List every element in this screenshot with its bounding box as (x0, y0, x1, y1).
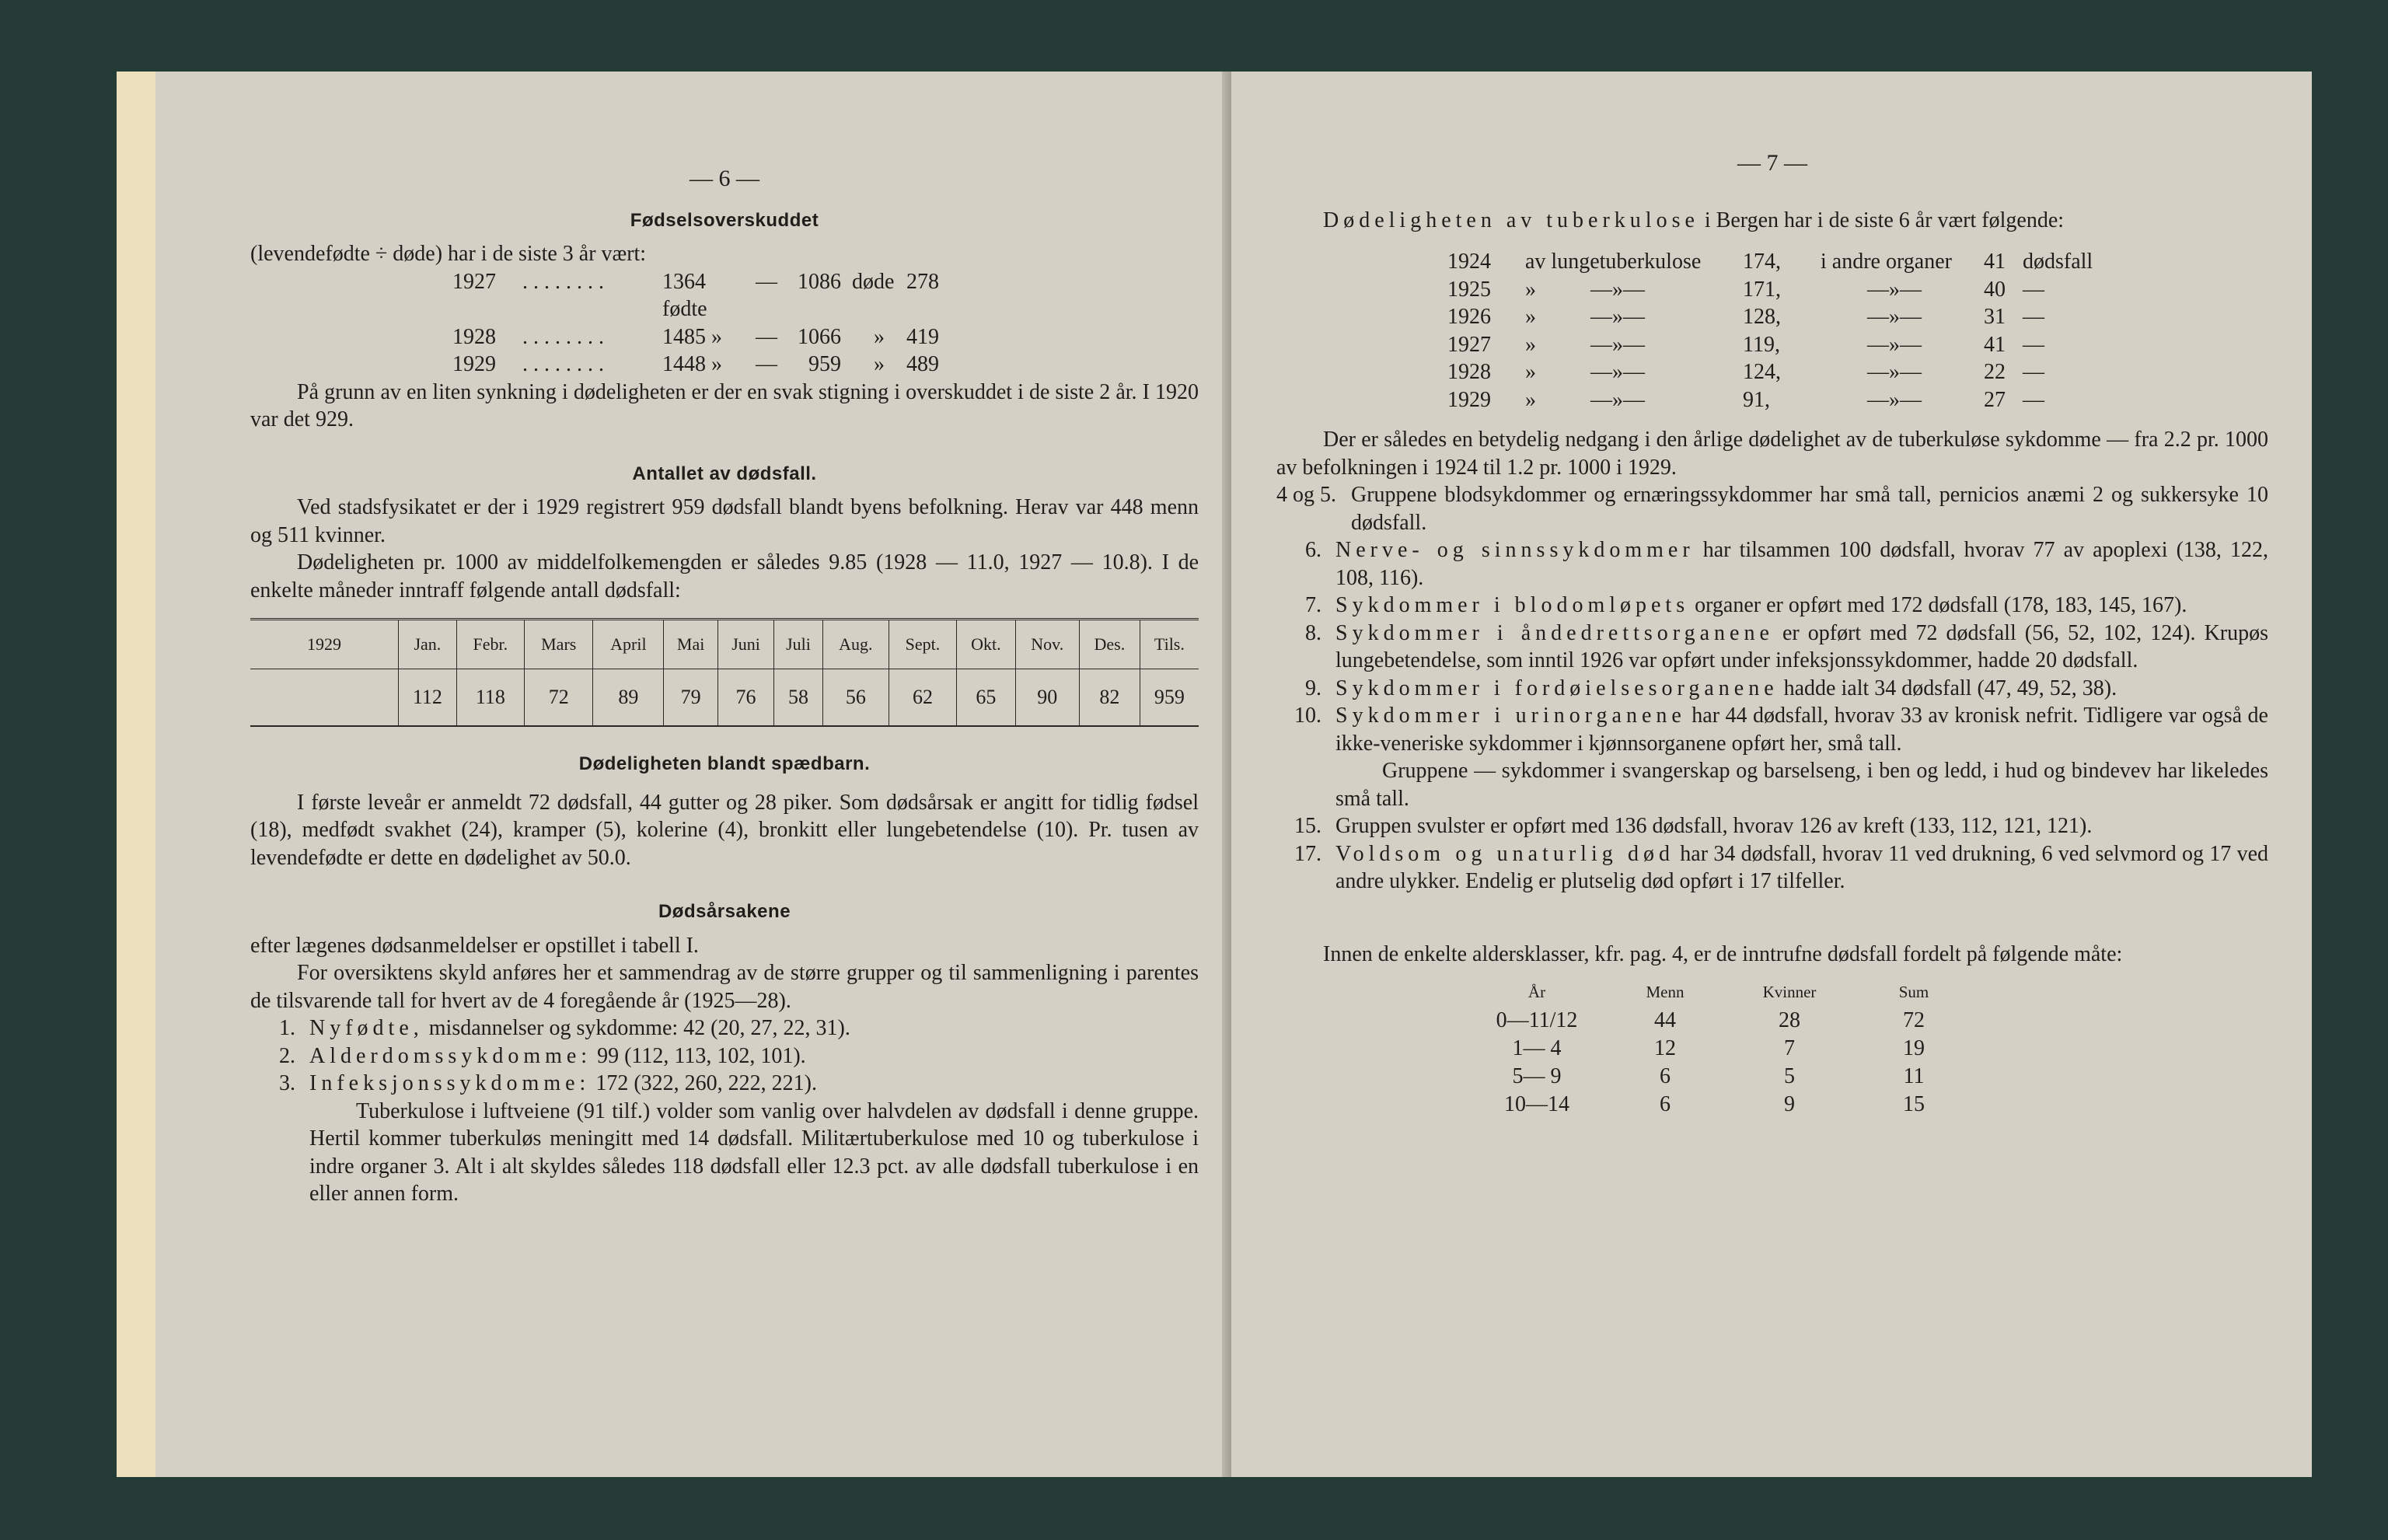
table-header-cell: Nov. (1015, 620, 1079, 669)
page-number-left: — 6 — (690, 166, 759, 191)
tb-row: 1928 » —»— 124, —»— 22 — (1447, 360, 2044, 384)
antall-paragraph-2: Dødeligheten pr. 1000 av middelfolkemengden er således 9.85 (1928 — 11.0, 1927 — 10.8). I de enkelte måneder inntraff følgende antall dødsfall: (250, 550, 1199, 602)
table-header-cell: Sum (1898, 983, 1929, 1001)
list-item: 1. Nyfødte, misdannelser og sykdomme: 42 (20, 27, 22, 31). (279, 1016, 850, 1040)
table-cell: 62 (889, 669, 956, 727)
list-item: 6. Nerve- og sinnssykdommer har tilsammen 100 dødsfall, hvorav 77 av apoplexi (138, 122, 108, 116). (1305, 538, 2268, 590)
table-cell: 1— 4 (1512, 1035, 1562, 1060)
table-header-cell: Febr. (456, 620, 524, 669)
list-item: 4 og 5. Gruppene blodsykdommer og ernæringssykdommer har små tall, pernicios anæmi 2 og sukkersyke 10 dødsfall. (1276, 483, 2268, 535)
table-cell: 10—14 (1504, 1091, 1569, 1116)
table-cell: 0—11/12 (1496, 1007, 1578, 1032)
list-item: 7. Sykdommer i blodomløpets organer er opført med 172 dødsfall (178, 183, 145, 167). (1305, 593, 2187, 617)
table-cell: 7 (1784, 1035, 1795, 1060)
table-cell: 76 (718, 669, 774, 727)
table-header-cell: Menn (1646, 983, 1685, 1001)
list-item: 8. Sykdommer i åndedrettsorganene er opført med 72 dødsfall (56, 52, 102, 124). Krupøs lungebetendelse, som inntil 1926 var opført under infeksjonssykdommer, hadde 20 dødsfall. (1305, 620, 2269, 672)
table-cell: 56 (822, 669, 889, 727)
list-item: Gruppene — sykdommer i svangerskap og barselseng, i ben og ledd, i hud og bindevev har likeledes små tall. (1335, 759, 2268, 811)
table-cell: 89 (593, 669, 664, 727)
table-row (1471, 1007, 1976, 1035)
arsak-list (250, 1014, 1199, 1098)
table-cell: 28 (1779, 1007, 1800, 1032)
table-header-cell: Kvinner (1762, 983, 1817, 1001)
list-item: 15. Gruppen svulster er opført med 136 dødsfall, hvorav 126 av kreft (133, 112, 121, 121). (1294, 814, 2093, 838)
list-item: 17. Voldsom og unaturlig død har 34 dødsfall, hvorav 11 ved drukning, 6 ved selvmord og 17 ved andre ulykker. Endelig er plutselig død opført i 17 tilfeller. (1294, 841, 2269, 893)
fodsel-text: På grunn av en liten synkning i dødeligheten er der en svak stigning i overskuddet i de siste 2 år. I 1920 var det 929. (250, 379, 1199, 431)
table-cell: 6 (1660, 1091, 1671, 1116)
arsak-paragraph-2: For oversiktens skyld anføres her et sammendrag av de større grupper og til sammenligning i parentes de tilsvarende tall for hvert av de 4 foregående år (1925—28). (250, 961, 1199, 1013)
table-cell: 959 (1140, 669, 1199, 727)
list-item: 10. Sykdommer i urinorganene har 44 dødsfall, hvorav 33 av kronisk nefrit. Tidligere var også de ikke-veneriske sykdommer i kjønnsorganene opført her, små tall. (1294, 704, 2268, 756)
fodsel-rows (452, 268, 1199, 379)
table-cell (250, 669, 399, 727)
table-cell: 72 (1903, 1007, 1925, 1032)
tb-row: 1926 » —»— 128, —»— 31 — (1447, 305, 2044, 329)
heading-fodselsoverskuddet: Fødselsoverskuddet (630, 209, 819, 231)
cause-list (1276, 481, 2268, 896)
list-item: 9. Sykdommer i fordøielsesorganene hadde ialt 34 dødsfall (47, 49, 52, 38). (1305, 676, 2117, 700)
table-cell: 5 (1784, 1063, 1795, 1088)
table-header-row (250, 620, 1199, 669)
tb-summary: Der er således en betydelig nedgang i den årlige dødelighet av de tuberkuløse sykdomme — fra 2.2 pr. 1000 av befolkningen i 1924 til 1.2 pr. 1000 i 1929. (1276, 428, 2268, 480)
arsak-paragraph-1: efter lægenes dødsanmeldelser er opstillet i tabell I. (250, 933, 699, 958)
page-number-right: — 7 — (1737, 150, 1807, 176)
table-row (1471, 1063, 1976, 1091)
table-cell: 118 (456, 669, 524, 727)
tb-row: 1927 » —»— 119, —»— 41 — (1447, 332, 2044, 357)
list-item: 3. Infeksjonssykdomme: 172 (322, 260, 222, 221). (279, 1071, 817, 1095)
table-header-cell: Mai (664, 620, 718, 669)
table-cell: 12 (1654, 1035, 1676, 1060)
fodsel-row: 1929 . . . . . . . . 1448 » — 959 » 489 (452, 352, 939, 376)
table-header-cell: April (593, 620, 664, 669)
table-cell: 5— 9 (1512, 1063, 1562, 1088)
table-cell: 79 (664, 669, 718, 727)
table-cell: 9 (1784, 1091, 1795, 1116)
monthly-deaths-table (250, 618, 1199, 727)
table-cell: 82 (1079, 669, 1140, 727)
antall-paragraph-1: Ved stadsfysikatet er der i 1929 registrert 959 dødsfall blandt byens befolkning. Herav var 448 menn og 511 kvinner. (250, 495, 1199, 547)
table-header-cell: Okt. (957, 620, 1016, 669)
right-page-content (1276, 149, 2268, 1119)
table-header-cell: Juni (718, 620, 774, 669)
table-header-cell: Tils. (1140, 620, 1199, 669)
list-item: 2. Alderdomssykdomme: 99 (112, 113, 102, 101). (279, 1043, 806, 1068)
heading-spaedbarn: Dødeligheten blandt spædbarn. (578, 753, 871, 774)
tb-row: 1925 » —»— 171, —»— 40 — (1447, 277, 2044, 302)
table-header-cell: Sept. (889, 620, 956, 669)
table-header-cell: 1929 (250, 620, 399, 669)
table-header-cell: Des. (1079, 620, 1140, 669)
table-cell: 65 (957, 669, 1016, 727)
table-cell: 11 (1903, 1063, 1925, 1088)
table-cell: 72 (525, 669, 593, 727)
heading-antallet: Antallet av dødsfall. (632, 463, 817, 484)
tb-intro: Dødeligheten av tuberkulose i Bergen har i de siste 6 år vært følgende: (1323, 208, 2065, 232)
fodsel-intro: (levendefødte ÷ døde) har i de siste 3 år vært: (250, 242, 647, 266)
left-page-content (250, 165, 1199, 1208)
table-cell: 44 (1654, 1007, 1676, 1032)
table-cell: 15 (1903, 1091, 1925, 1116)
fodsel-row: 1928 . . . . . . . . 1485 » — 1066 » 419 (452, 324, 939, 349)
table-cell: 6 (1660, 1063, 1671, 1088)
table-header-cell: Aug. (822, 620, 889, 669)
tb-row: 1929 » —»— 91, —»— 27 — (1447, 387, 2044, 412)
table-row (1471, 1091, 1976, 1119)
table-header-cell: Juli (774, 620, 823, 669)
tb-row: 1924 av lungetuberkulose 174, i andre organer 41 dødsfall (1447, 250, 2093, 274)
right-page (1231, 72, 2312, 1477)
spaedbarn-text: I første leveår er anmeldt 72 dødsfall, 44 gutter og 28 piker. Som dødsårsak er angitt for tidlig fødsel (18), medfødt svakhet (24), kramper (5), kolerine (4), bronkitt eller lungebetendelse (10). Pr. tusen av levendefødte er dette en dødelighet av 50.0. (250, 790, 1199, 870)
table-header-cell: År (1527, 983, 1546, 1001)
age-intro: Innen de enkelte aldersklasser, kfr. pag. 4, er de inntrufne dødsfall fordelt på følgende måte: (1323, 941, 2123, 966)
fodsel-row: 1927 . . . . . . . . 1364 fødte — 1086 døde 278 (452, 269, 939, 321)
left-page (117, 72, 1231, 1477)
heading-dodsarsakene: Dødsårsakene (658, 901, 791, 922)
table-cell: 90 (1015, 669, 1079, 727)
table-row (250, 669, 1199, 727)
table-header-row (1471, 979, 1976, 1007)
table-header-cell: Jan. (399, 620, 457, 669)
tuberkulose-text: Tuberkulose i luftveiene (91 tilf.) volder som vanlig over halvdelen av dødsfall i denne gruppe. Hertil kommer tuberkuløs meningitt med 14 dødsfall. Militærtuberkulose med 10 og tuberkulose i indre organer 3. Alt i alt skyldes således 118 dødsfall eller 12.3 pct. av alle dødsfall tuberkulose i en eller annen form. (309, 1098, 1199, 1206)
table-cell: 19 (1903, 1035, 1925, 1060)
tb-rows (1447, 248, 2268, 414)
table-cell: 112 (399, 669, 457, 727)
table-cell: 58 (774, 669, 823, 727)
table-row (1471, 1035, 1976, 1063)
table-header-cell: Mars (525, 620, 593, 669)
age-table (1471, 979, 1976, 1119)
